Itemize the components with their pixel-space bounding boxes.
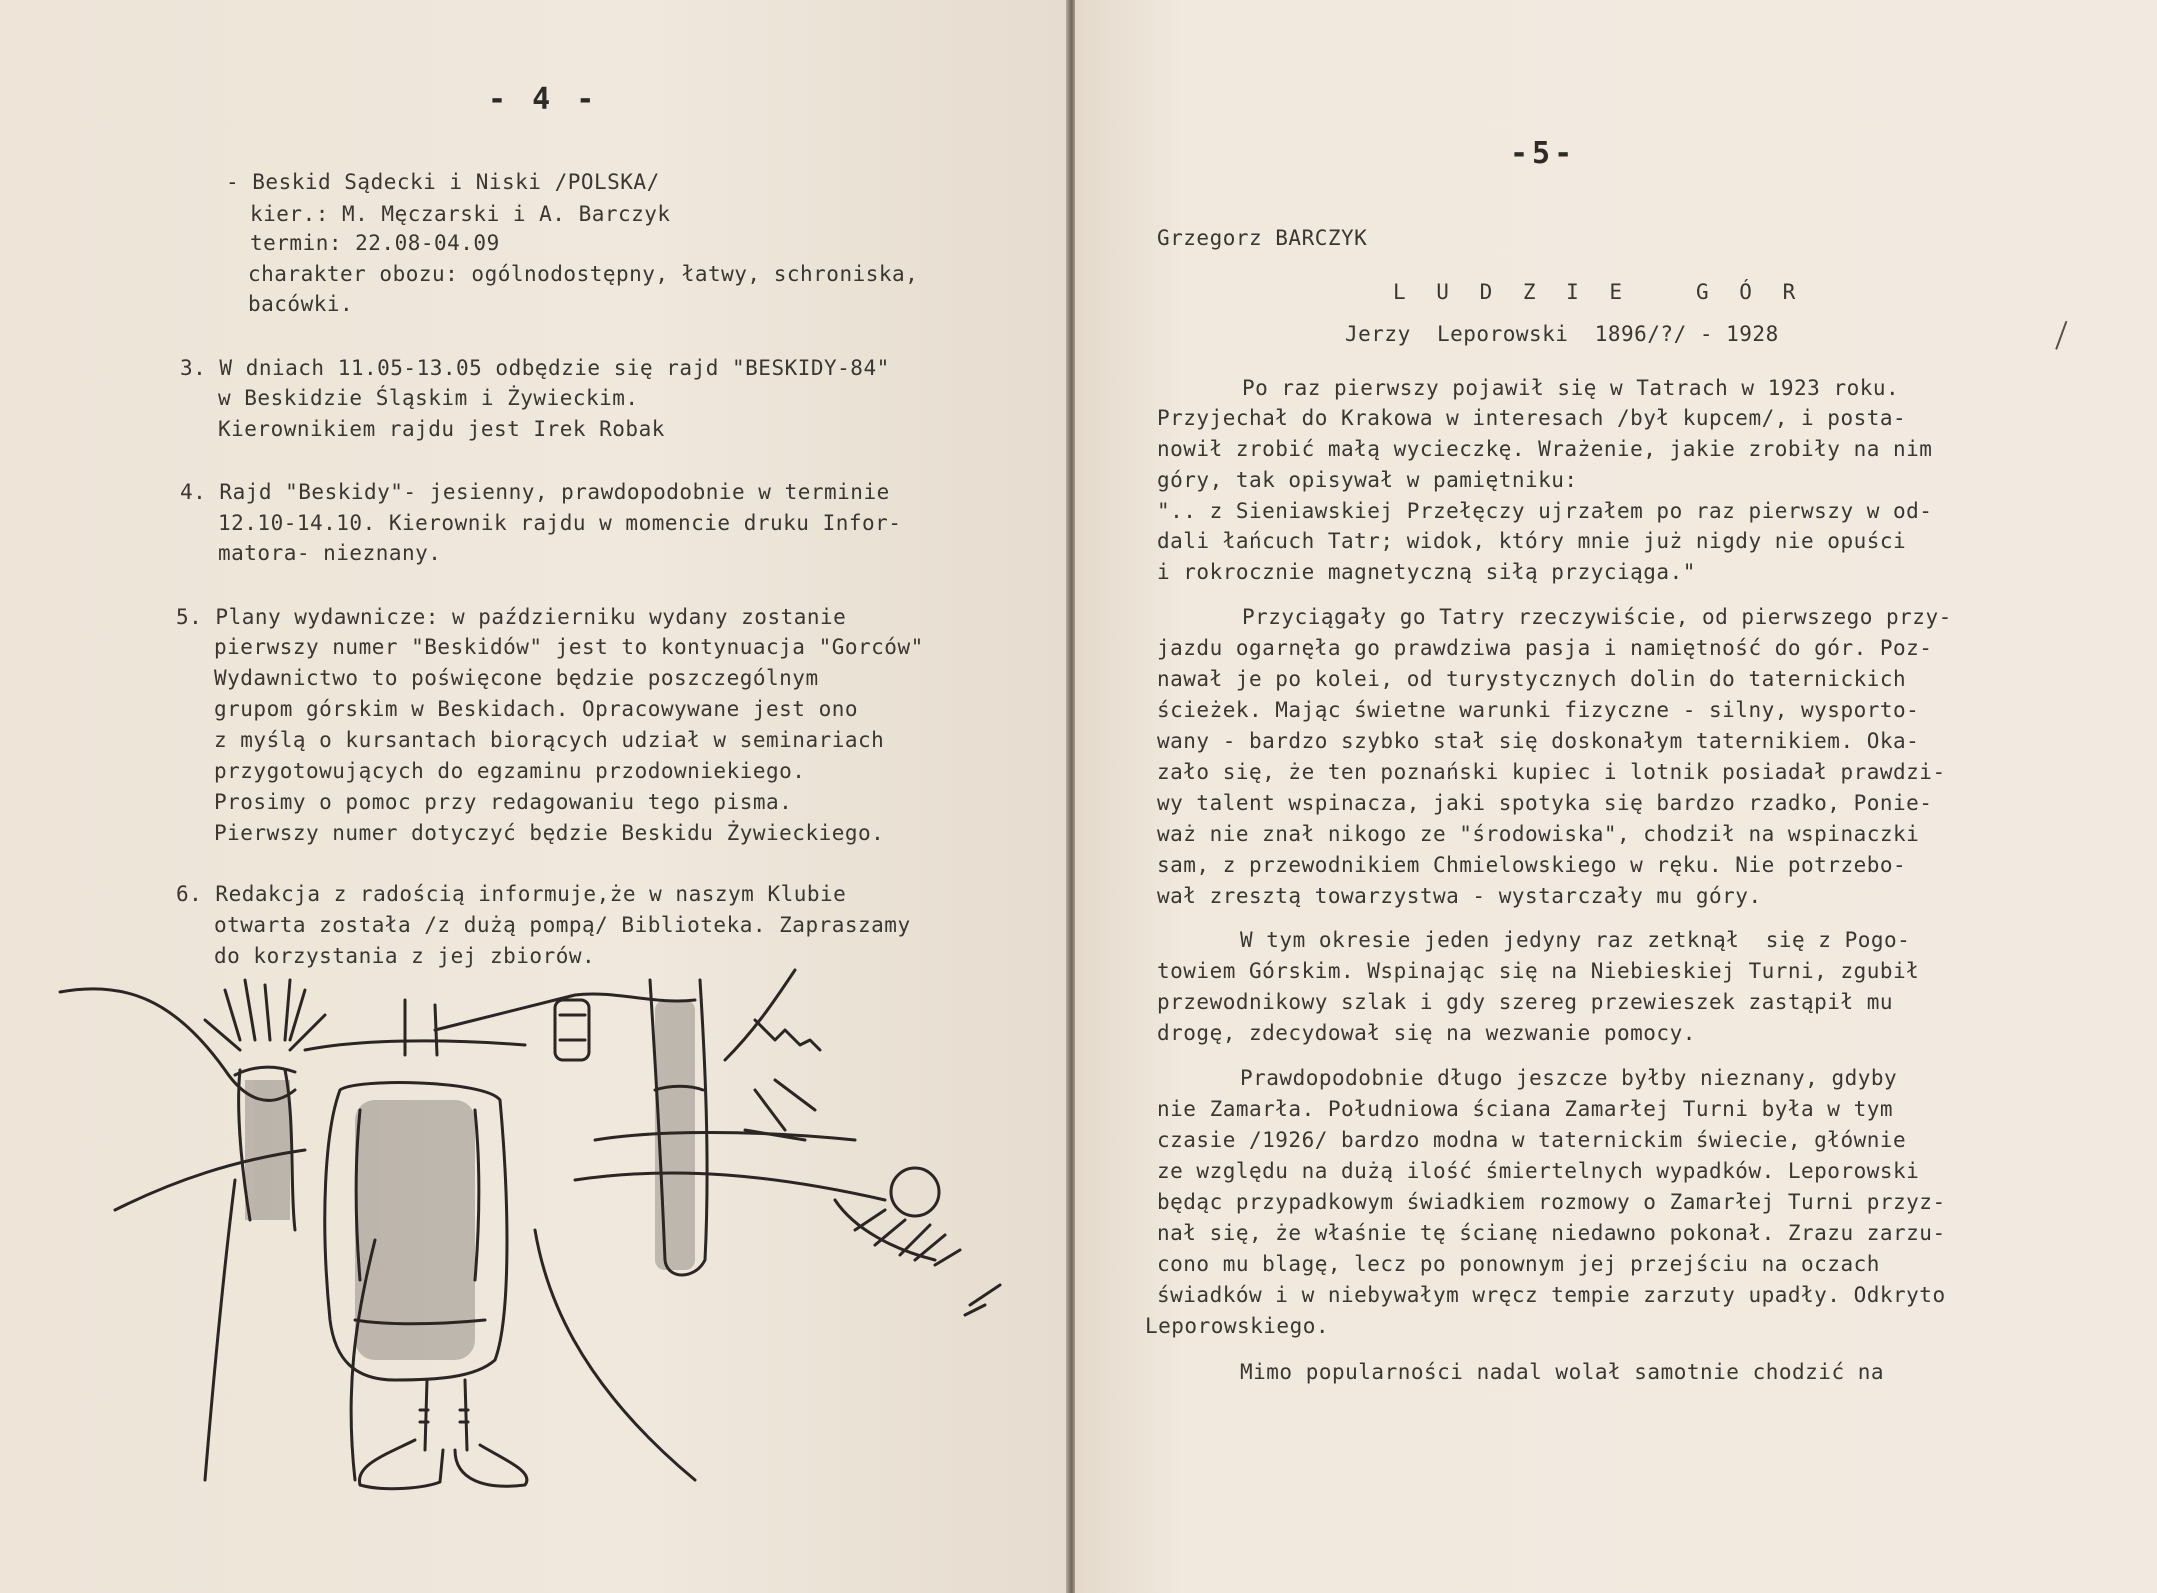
text-line: nowił zrobić małą wycieczkę. Wrażenie, jakie zrobiły na nim [1157, 437, 1933, 461]
author-name: Grzegorz BARCZYK [1157, 226, 1368, 250]
text-line: ze względu na dużą ilość śmiertelnych wypadków. Leporowski [1157, 1159, 1920, 1183]
article-subtitle: Jerzy Leporowski 1896/?/ - 1928 [1345, 322, 1779, 346]
text-line: Prawdopodobnie długo jeszcze byłby nieznany, gdyby [1240, 1066, 1898, 1090]
hiker-backpack-illustration [55, 960, 1055, 1520]
text-line: góry, tak opisywał w pamiętniku: [1157, 468, 1578, 492]
text-line: waż nie znał nikogo ze "środowiska", chodził na wspinaczki [1157, 822, 1920, 846]
text-line: dali łańcuch Tatr; widok, który mnie już nigdy nie opuści [1157, 529, 1907, 553]
text-line: 6. Redakcja z radością informuje,że w naszym Klubie [176, 882, 847, 906]
text-line: nawał je po kolei, od turystycznych dolin do taternickich [1157, 667, 1907, 691]
text-line: drogę, zdecydował się na wezwanie pomocy. [1157, 1021, 1696, 1045]
text-line: 4. Rajd "Beskidy"- jesienny, prawdopodobnie w terminie [180, 480, 890, 504]
text-line: otwarta została /z dużą pompą/ Biblioteka. Zapraszamy [214, 913, 911, 937]
text-line: termin: 22.08-04.09 [250, 231, 500, 255]
text-line: Kierownikiem rajdu jest Irek Robak [218, 417, 665, 441]
text-line: z myślą o kursantach biorących udział w seminariach [214, 728, 885, 752]
text-line: czasie /1926/ bardzo modna w taternickim świecie, głównie [1157, 1128, 1907, 1152]
text-line: Przyjechał do Krakowa w interesach /był kupcem/, i posta- [1157, 406, 1907, 430]
page-number-left: - 4 - [488, 82, 599, 117]
text-line: Przyciągały go Tatry rzeczywiście, od pierwszego przy- [1242, 605, 1952, 629]
text-line: zało się, że ten poznański kupiec i lotnik posiadał prawdzi- [1157, 760, 1946, 784]
text-line: Wydawnictwo to poświęcone będzie poszczególnym [214, 666, 819, 690]
text-line: wany - bardzo szybko stał się doskonałym taternikiem. Oka- [1157, 729, 1920, 753]
text-line: W tym okresie jeden jedyny raz zetknął się z Pogo- [1240, 928, 1911, 952]
text-line: przygotowujących do egzaminu przodowniekiego. [214, 759, 806, 783]
text-line: matora- nieznany. [218, 541, 442, 565]
page-number-right: -5- [1510, 136, 1577, 171]
series-title: L U D Z I E G Ó R [1393, 280, 1805, 304]
text-line: kier.: M. Męczarski i A. Barczyk [250, 202, 671, 226]
text-line: Mimo popularności nadal wolał samotnie chodzić na [1240, 1360, 1885, 1384]
text-line: w Beskidzie Śląskim i Żywieckim. [218, 386, 639, 410]
text-line: i rokrocznie magnetyczną siłą przyciąga." [1157, 560, 1696, 584]
text-line: Pierwszy numer dotyczyć będzie Beskidu Żywieckiego. [214, 821, 885, 845]
text-line: ".. z Sieniawskiej Przełęczy ujrzałem po raz pierwszy w od- [1157, 499, 1933, 523]
text-line: do korzystania z jej zbiorów. [214, 944, 596, 968]
text-line: cono mu blagę, lecz po ponownym jej przejściu na oczach [1157, 1252, 1880, 1276]
text-line: jazdu ogarnęła go prawdziwa pasja i namiętność do gór. Poz- [1157, 636, 1933, 660]
text-line: 12.10-14.10. Kierownik rajdu w momencie druku Infor- [218, 511, 902, 535]
left-page [0, 0, 1068, 1593]
text-line: nał się, że właśnie tę ścianę niedawno pokonał. Zrazu zarzu- [1157, 1221, 1946, 1245]
text-line: bacówki. [248, 292, 354, 316]
text-line: grupom górskim w Beskidach. Opracowywane jest ono [214, 697, 859, 721]
text-line: ścieżek. Mając świetne warunki fizyczne - silny, wysporto- [1157, 698, 1920, 722]
text-line: 3. W dniach 11.05-13.05 odbędzie się rajd "BESKIDY-84" [180, 356, 890, 380]
text-line: towiem Górskim. Wspinając się na Niebieskiej Turni, zgubił [1157, 959, 1920, 983]
text-line: Prosimy o pomoc przy redagowaniu tego pisma. [214, 790, 793, 814]
text-line: - Beskid Sądecki i Niski /POLSKA/ [226, 170, 660, 194]
text-line: wał zresztą towarzystwa - wystarczały mu góry. [1157, 884, 1762, 908]
text-line: charakter obozu: ogólnodostępny, łatwy, schroniska, [248, 262, 919, 286]
text-line: Po raz pierwszy pojawił się w Tatrach w 1923 roku. [1242, 376, 1900, 400]
text-line: sam, z przewodnikiem Chmielowskiego w ręku. Nie potrzebo- [1157, 853, 1907, 877]
text-line: będąc przypadkowym świadkiem rozmowy o Zamarłej Turni przyz- [1157, 1190, 1946, 1214]
text-line: Leporowskiego. [1145, 1314, 1330, 1338]
text-line: wy talent wspinacza, jaki spotyka się bardzo rzadko, Ponie- [1157, 791, 1933, 815]
text-line: świadków i w niebywałym wręcz tempie zarzuty upadły. Odkryto [1157, 1283, 1946, 1307]
text-line: przewodnikowy szlak i gdy szereg przewieszek zastąpił mu [1157, 990, 1894, 1014]
right-page [1075, 0, 2157, 1593]
text-line: pierwszy numer "Beskidów" jest to kontynuacja "Gorców" [214, 635, 924, 659]
text-line: nie Zamarła. Południowa ściana Zamarłej Turni była w tym [1157, 1097, 1894, 1121]
text-line: 5. Plany wydawnicze: w październiku wydany zostanie [176, 605, 847, 629]
